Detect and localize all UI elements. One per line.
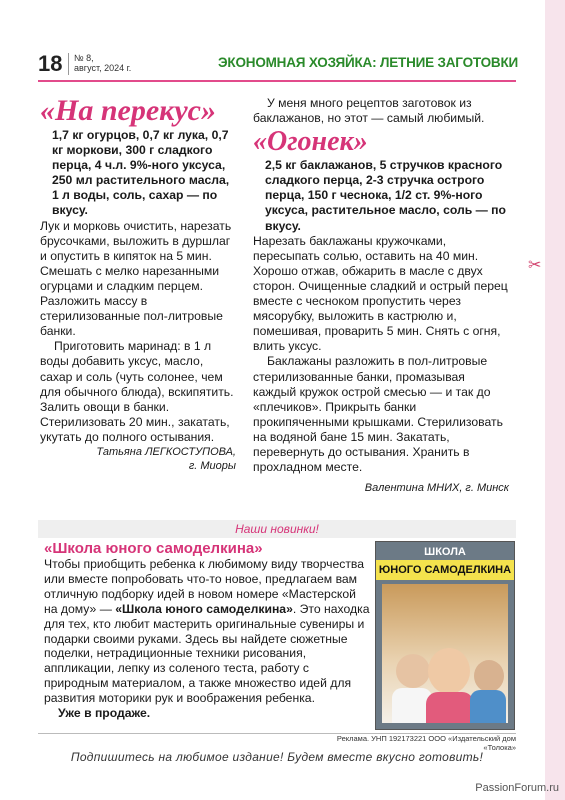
page-number: 18 (38, 51, 63, 76)
news-title: «Школа юного самоделкина» (44, 540, 263, 557)
recipe-2-intro: У меня много рецептов заготовок из баклажанов, но этот — самый любимый. (253, 96, 485, 126)
page-edge-band (545, 0, 565, 800)
person-face-3 (474, 660, 504, 692)
news-block (44, 540, 372, 721)
news-bar: Наши новинки! (38, 520, 516, 538)
news-body (44, 557, 372, 706)
recipe-2 (253, 96, 509, 495)
recipe-1-author: Татьяна ЛЕГКОСТУПОВА, (96, 445, 236, 458)
person-body-2 (426, 692, 474, 723)
recipe-1-step-1: Лук и морковь очистить, нарезать брусочками, выложить в дуршлаг и опустить в кипяток на 5 мин. Смешать с мелко нарезанными огурцами и сладким перцем. Разложить массу в стерилизованные пол-литровые банки. (40, 218, 232, 339)
recipe-2-author: Валентина МНИХ, г. Минск (364, 482, 509, 495)
recipe-2-title: «Огонек» (253, 126, 368, 158)
recipe-1-title: «На перекус» (40, 94, 216, 127)
scissors-icon: ✂ (528, 257, 542, 274)
subsection-name: ЛЕТНИЕ ЗАГОТОВКИ (379, 55, 518, 70)
recipe-2-step-1: Нарезать баклажаны кружочками, пересыпать солью, оставить на 40 мин. Хорошо отжав, обжарить в масле с двух сторон. Очищенные сладкий и острый перец вместе с чесноком пропустить через мясорубку, выложить в кастрюлю и, помешивая, проварить 5 мин. Снять с огня, влить уксус. (253, 233, 508, 354)
issue-number: № 8, (74, 53, 94, 63)
news-sale: Уже в продаже. (58, 706, 151, 721)
recipe-1-step-2: Приготовить маринад: в 1 л воды добавить уксус, масло, сахар и соль (чуть солонее, чем для обычного блюда), вскипятить. Залить овощи в банки. Стерилизовать 20 мин., закатать, укутать до полного остывания. (40, 339, 234, 444)
header-divider (68, 53, 69, 75)
issue-date: август, 2024 г. (74, 63, 132, 73)
footer-slogan: Подпишитесь на любимое издание! Будем вместе вкусно готовить! (70, 750, 484, 764)
person-body-3 (470, 690, 506, 723)
header-rule (38, 80, 516, 82)
person-face-2 (428, 648, 470, 694)
person-face-1 (396, 654, 430, 688)
book-cover-photo (382, 584, 508, 723)
issue-info (74, 53, 131, 73)
news-body-start: Чтобы приобщить ребенка к любимому виду творчества или вместе попробовать что-то новое, предлагаем вам отличную подборку идей в новом номере «Мастерской на дому» — (44, 557, 365, 616)
news-body-end: . Это находка для тех, кто любит мастерить оригинальные сувениры и подарки своими руками. Здесь вы найдете сюжетные поделки, нетрадиционные техники рисования, аппликации, лепку из соленого теста, работу с природным материалом, а также множество идей для развития моторики рук и воображения ребенка. (44, 601, 370, 706)
book-cover-title: ЮНОГО САМОДЕЛКИНА (376, 560, 514, 580)
recipe-1-ingredients: 1,7 кг огурцов, 0,7 кг лука, 0,7 кг моркови, 300 г сладкого перца, 4 ч.л. 9%-ного уксуса, 250 мл растительного масла, 1 л воды, соль, сахар — по вкусу. (52, 128, 230, 218)
section-name: ЭКОНОМНАЯ ХОЗЯЙКА: (218, 55, 377, 70)
recipe-1-city: г. Миоры (188, 459, 236, 472)
section-title (218, 55, 518, 70)
watermark: PassionForum.ru (475, 782, 559, 794)
news-body-bold: «Школа юного самоделкина» (115, 601, 293, 616)
page-header (38, 47, 518, 81)
ad-note: Реклама. УНП 192173221 ООО «Издательский дом «Толока» (336, 734, 516, 752)
book-cover-top: ШКОЛА (424, 546, 466, 558)
book-cover (375, 541, 515, 730)
recipe-1 (40, 94, 236, 473)
recipe-2-step-2: Баклажаны разложить в пол-литровые стерилизованные банки, промазывая каждый кружок острой смесью — и так до «плечиков». Прикрыть банки прокипяченными крышками. Стерилизовать на водяной бане 15 мин. Закатать, перевернуть до остывания. Хранить в прохладном месте. (253, 354, 503, 475)
recipe-2-ingredients: 2,5 кг баклажанов, 5 стручков красного сладкого перца, 2-3 стручка острого перца, 150 г чеснока, 1/2 ст. 9%-ного уксуса, растительное масло, соль — по вкусу. (265, 158, 506, 233)
